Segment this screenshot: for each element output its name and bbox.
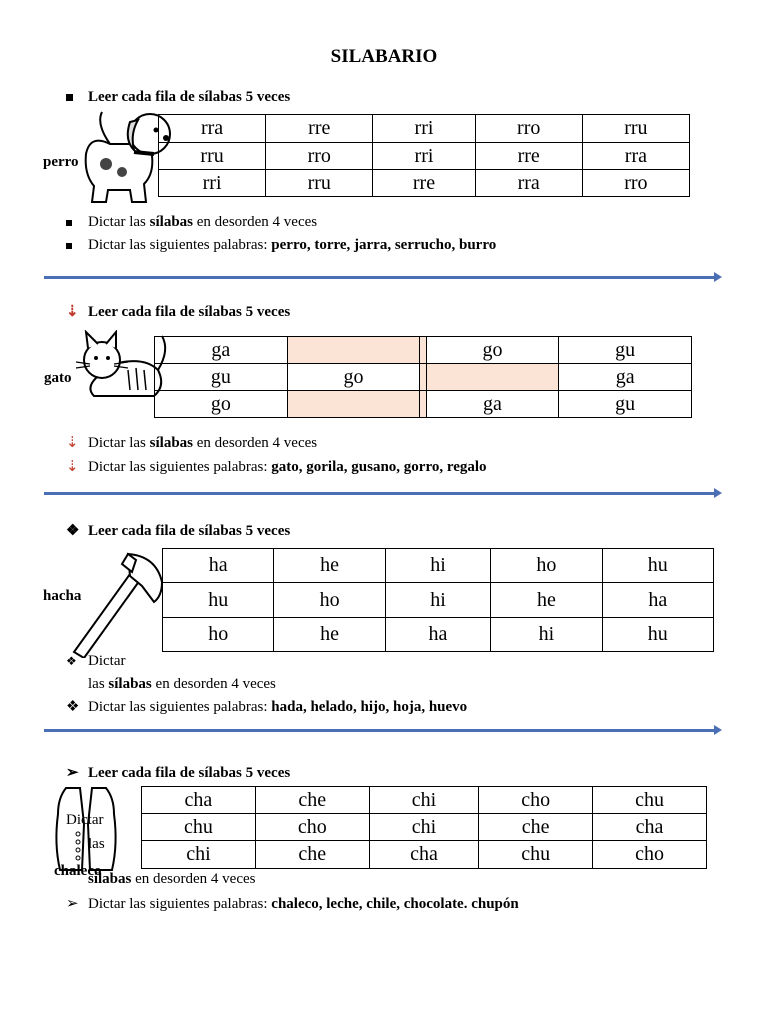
syllable-cell: rra [159, 115, 266, 143]
syllable-cell: rri [373, 143, 475, 170]
section-divider [44, 492, 716, 495]
syllable-cell: rru [266, 170, 373, 197]
syllable-cell: cho [255, 814, 369, 841]
arrow-icon [714, 488, 722, 498]
syllable-cell: chu [593, 787, 707, 814]
syllable-table-g [154, 336, 692, 418]
syllable-cell: rre [373, 170, 475, 197]
syllable-cell: che [255, 787, 369, 814]
syllable-cell [426, 364, 559, 391]
dictate-syllables-3a: ❖ Dictar [66, 653, 126, 669]
syllable-cell: he [491, 583, 602, 618]
diamond-bullet-icon: ❖ [66, 654, 77, 668]
syllable-cell [287, 391, 420, 418]
syllable-cell: gu [559, 391, 692, 418]
section-divider [44, 276, 716, 279]
syllable-cell: cho [593, 841, 707, 869]
syllable-cell: rru [159, 143, 266, 170]
label-gato: gato [44, 370, 72, 386]
label-perro: perro [43, 154, 79, 170]
syllable-cell: go [155, 391, 288, 418]
syllable-cell: rra [582, 143, 689, 170]
syllable-cell [287, 337, 420, 364]
syllable-cell: rre [266, 115, 373, 143]
syllable-table-rr [158, 114, 690, 197]
syllable-cell: chi [369, 814, 479, 841]
syllable-cell: gu [559, 337, 692, 364]
arrow-down-bullet-icon: ⇣ [66, 459, 79, 475]
diamond-bullet-icon: ❖ [66, 523, 80, 539]
instruction-1: Leer cada fila de sílabas 5 veces [66, 89, 290, 106]
syllable-cell: che [255, 841, 369, 869]
syllable-cell: rre [475, 143, 582, 170]
diamond-bullet-icon: ❖ [66, 699, 80, 715]
syllable-cell: ha [385, 618, 490, 652]
syllable-cell: go [426, 337, 559, 364]
syllable-table-h [162, 548, 714, 652]
dictate-syllables-4: sílabas en desorden 4 veces [88, 871, 256, 887]
instruction-4: ➢ Leer cada fila de sílabas 5 veces [66, 765, 291, 781]
syllable-cell: ho [491, 549, 602, 583]
syllable-cell: ga [426, 391, 559, 418]
dictate-words-3: ❖ Dictar las siguientes palabras: hada, helado, hijo, hoja, huevo [66, 699, 468, 715]
syllable-cell: rro [266, 143, 373, 170]
syllable-cell: hu [163, 583, 274, 618]
syllable-cell: hi [385, 549, 490, 583]
syllable-cell: chu [479, 841, 593, 869]
arrow-down-bullet-icon: ⇣ [66, 435, 79, 451]
arrow-icon [714, 725, 722, 735]
dictate-syllables-3b: las sílabas en desorden 4 veces [88, 676, 276, 692]
syllable-cell: hu [602, 549, 713, 583]
syllable-cell: rri [373, 115, 475, 143]
syllable-cell: go [287, 364, 420, 391]
syllable-cell: he [274, 618, 385, 652]
dictate-words-2: ⇣ Dictar las siguientes palabras: gato, gorila, gusano, gorro, regalo [66, 459, 487, 475]
syllable-table-ch [141, 786, 707, 869]
syllable-cell: ga [155, 337, 288, 364]
overlay-text-las: las [88, 836, 105, 852]
syllable-cell: ha [602, 583, 713, 618]
section-divider [44, 729, 716, 732]
syllable-cell: hu [602, 618, 713, 652]
syllable-cell: che [479, 814, 593, 841]
overlay-text-dictar: Dictar [66, 812, 104, 828]
instruction-3: ❖ Leer cada fila de sílabas 5 veces [66, 523, 291, 539]
instruction-2: ⇣ Leer cada fila de sílabas 5 veces [66, 304, 291, 320]
syllable-cell: gu [155, 364, 288, 391]
syllable-cell: cha [593, 814, 707, 841]
syllable-cell: he [274, 549, 385, 583]
syllable-cell: ho [274, 583, 385, 618]
syllable-cell: rro [475, 115, 582, 143]
label-hacha: hacha [43, 588, 82, 604]
syllable-cell: rru [582, 115, 689, 143]
dictate-syllables-2: ⇣ Dictar las sílabas en desorden 4 veces [66, 435, 318, 451]
syllable-cell: chi [142, 841, 256, 869]
syllable-cell: ga [559, 364, 692, 391]
arrow-down-bullet-icon: ⇣ [66, 304, 79, 320]
label-chaleco: chaleco [54, 863, 102, 879]
syllable-cell: hi [385, 583, 490, 618]
arrowhead-bullet-icon: ➢ [66, 896, 79, 912]
syllable-cell: chu [142, 814, 256, 841]
syllable-cell: ha [163, 549, 274, 583]
syllable-cell: rra [475, 170, 582, 197]
syllable-cell: rro [582, 170, 689, 197]
syllable-cell: cho [479, 787, 593, 814]
syllable-cell: cha [142, 787, 256, 814]
syllable-cell: rri [159, 170, 266, 197]
square-bullet-icon [66, 214, 88, 231]
square-bullet-icon [66, 237, 88, 254]
syllable-cell: hi [491, 618, 602, 652]
page-title: SILABARIO [330, 46, 438, 67]
dictate-words-1: Dictar las siguientes palabras: perro, torre, jarra, serrucho, burro [66, 237, 496, 254]
axe-icon [70, 546, 168, 658]
arrowhead-bullet-icon: ➢ [66, 765, 79, 781]
arrow-icon [714, 272, 722, 282]
syllable-cell: cha [369, 841, 479, 869]
syllable-cell: ho [163, 618, 274, 652]
dictate-words-4: ➢ Dictar las siguientes palabras: chaleco, leche, chile, chocolate. chupón [66, 896, 519, 912]
syllable-cell: chi [369, 787, 479, 814]
dictate-syllables-1: Dictar las sílabas en desorden 4 veces [66, 214, 317, 231]
